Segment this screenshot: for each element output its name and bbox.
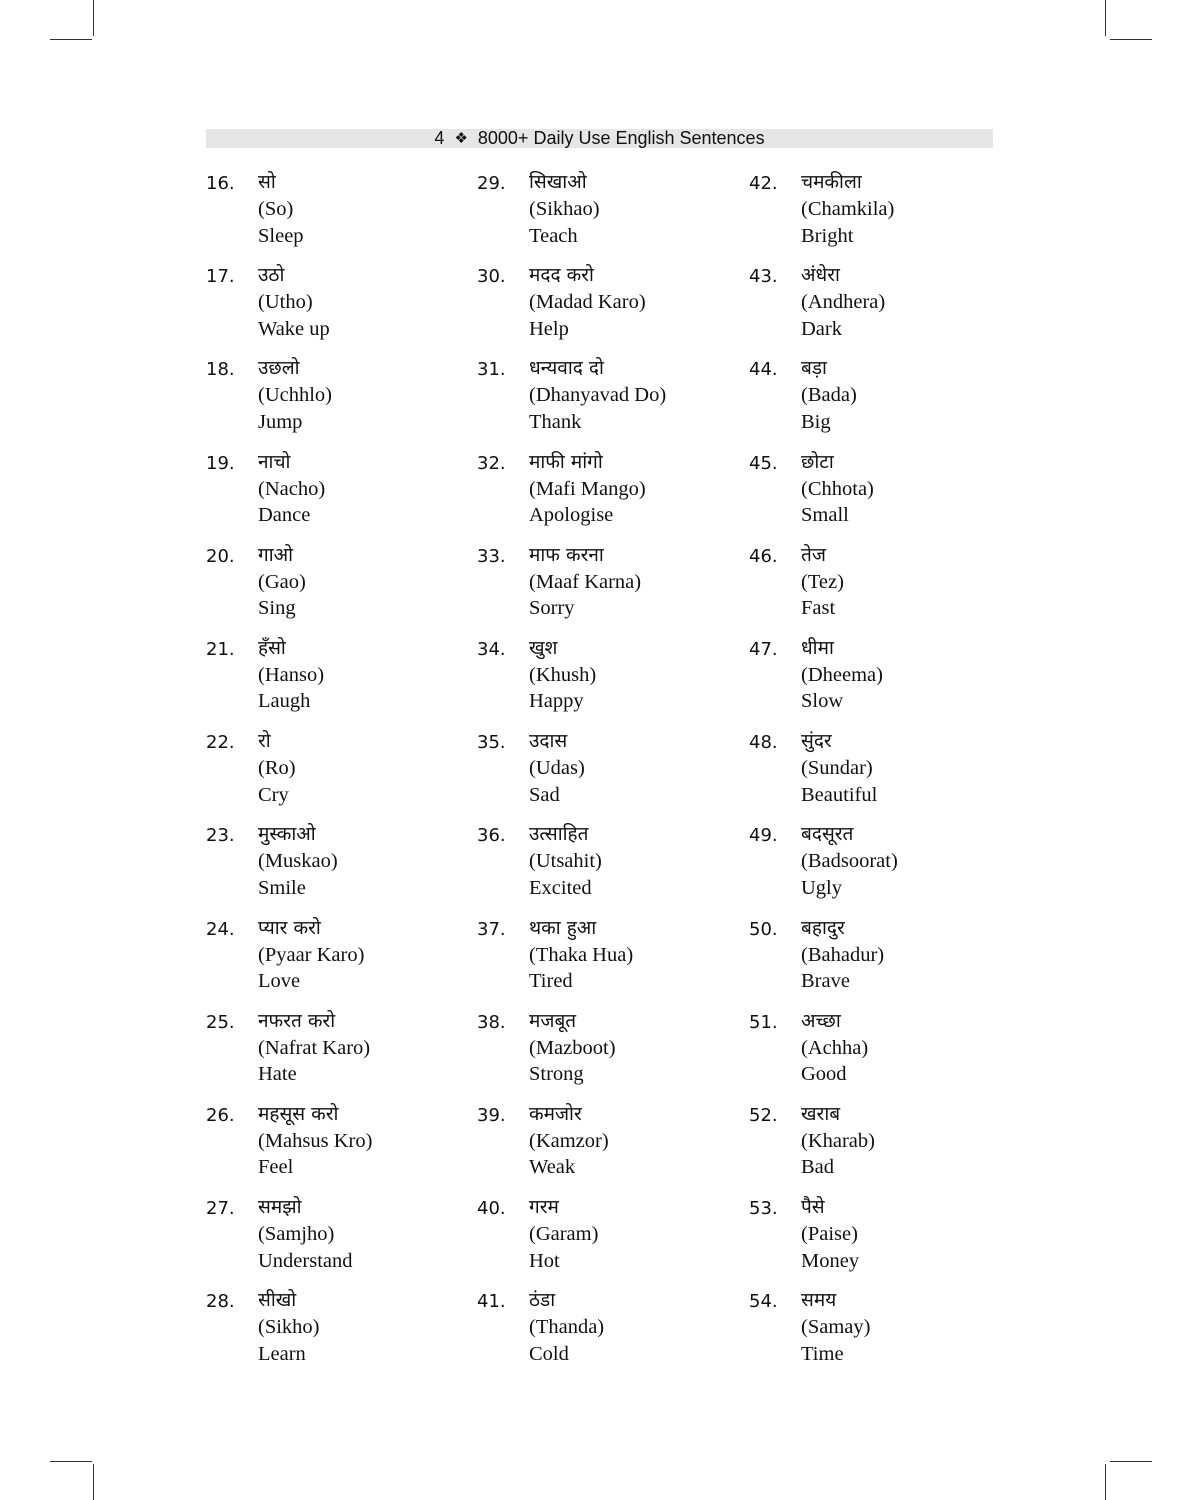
vocab-entry: [206, 1007, 470, 1100]
english-meaning: Bright: [801, 224, 854, 247]
transliteration: (Udas): [529, 757, 585, 780]
english-meaning: Happy: [529, 690, 584, 713]
hindi-word: समझो: [258, 1196, 302, 1219]
entry-number: 30.: [477, 266, 506, 288]
hindi-word: हँसो: [258, 636, 286, 659]
transliteration: (Ro): [258, 757, 296, 780]
vocab-entry: [477, 820, 741, 913]
vocab-entry: [477, 634, 741, 727]
vocab-entry: [206, 914, 470, 1007]
entry-number: 37.: [477, 918, 506, 940]
hindi-word: चमकीला: [801, 171, 862, 193]
entry-number: 48.: [749, 732, 778, 754]
english-meaning: Good: [801, 1063, 847, 1086]
hindi-word: माफ करना: [529, 543, 604, 566]
transliteration: (Sikhao): [529, 198, 600, 220]
hindi-word: समय: [801, 1289, 837, 1312]
vocab-entry: [477, 914, 741, 1007]
transliteration: (Maaf Karna): [529, 570, 642, 593]
english-meaning: Cold: [529, 1342, 569, 1365]
hindi-word: पैसे: [801, 1196, 825, 1219]
english-meaning: Sleep: [258, 224, 304, 247]
hindi-word: ठंडा: [529, 1289, 556, 1312]
transliteration: (Gao): [258, 570, 306, 593]
transliteration: (Bada): [801, 384, 857, 407]
hindi-word: महसूस करो: [258, 1102, 339, 1125]
transliteration: (Pyaar Karo): [258, 943, 365, 966]
transliteration: (Chhota): [801, 477, 874, 500]
crop-mark-top-right-v: [1105, 0, 1106, 36]
page-header: [206, 129, 993, 148]
hindi-word: माफी मांगो: [529, 450, 603, 473]
entry-number: 43.: [749, 266, 778, 288]
entry-number: 36.: [477, 825, 506, 847]
transliteration: (Tez): [801, 570, 844, 593]
hindi-word: उछलो: [258, 357, 300, 380]
english-meaning: Sorry: [529, 597, 575, 620]
entry-lines: [258, 1100, 372, 1181]
entry-lines: [258, 354, 332, 435]
hindi-word: मजबूत: [529, 1009, 577, 1032]
english-meaning: Learn: [258, 1342, 306, 1365]
transliteration: (Muskao): [258, 850, 338, 873]
english-meaning: Understand: [258, 1249, 353, 1272]
entry-number: 50.: [749, 918, 778, 940]
crop-mark-top-left-h: [50, 39, 92, 40]
hindi-word: खराब: [801, 1102, 841, 1125]
transliteration: (Mafi Mango): [529, 477, 646, 500]
vocab-entry: [477, 1193, 741, 1286]
transliteration: (Badsoorat): [801, 850, 898, 873]
english-meaning: Beautiful: [801, 783, 878, 806]
crop-mark-top-left-v: [93, 0, 94, 36]
entry-number: 47.: [749, 638, 778, 660]
vocab-entry: [477, 448, 741, 541]
english-meaning: Feel: [258, 1156, 294, 1179]
column-2: [477, 168, 741, 1379]
entry-lines: [801, 634, 883, 715]
hindi-word: सो: [258, 171, 276, 193]
english-meaning: Jump: [258, 410, 303, 433]
entry-number: 31.: [477, 359, 506, 381]
vocab-entry: [206, 354, 470, 447]
hindi-word: धन्यवाद दो: [529, 357, 604, 380]
entry-lines: [258, 634, 324, 715]
hindi-word: गाओ: [258, 543, 294, 566]
entry-number: 42.: [749, 173, 778, 194]
crop-mark-bottom-left-v: [93, 1464, 94, 1500]
english-meaning: Brave: [801, 970, 850, 992]
transliteration: (Thanda): [529, 1316, 605, 1339]
column-3: [749, 168, 1013, 1379]
english-meaning: Teach: [529, 224, 578, 247]
entry-lines: [529, 634, 596, 715]
entry-number: 18.: [206, 359, 235, 381]
hindi-word: सिखाओ: [529, 171, 587, 193]
vocab-entry: [477, 727, 741, 820]
vocab-entry: [749, 1100, 1013, 1193]
entry-lines: [801, 448, 874, 529]
vocab-entry: [749, 1193, 1013, 1286]
transliteration: (Achha): [801, 1036, 869, 1059]
hindi-word: अंधेरा: [801, 264, 840, 287]
transliteration: (Nafrat Karo): [258, 1036, 371, 1059]
entry-number: 27.: [206, 1198, 235, 1220]
entry-number: 16.: [206, 173, 235, 194]
entry-number: 32.: [477, 452, 506, 474]
transliteration: (So): [258, 198, 294, 220]
entry-lines: [529, 1286, 604, 1367]
entry-number: 46.: [749, 545, 778, 567]
hindi-word: बदसूरत: [801, 823, 854, 846]
english-meaning: Thank: [529, 410, 582, 433]
entry-number: 51.: [749, 1011, 778, 1033]
vocab-entry: [477, 1286, 741, 1379]
entry-lines: [801, 261, 885, 342]
separator-ornament: ❖: [454, 130, 468, 147]
entry-number: 53.: [749, 1198, 778, 1220]
entry-lines: [529, 1100, 609, 1181]
hindi-word: बड़ा: [801, 357, 827, 380]
vocab-entry: [206, 168, 470, 261]
hindi-word: उदास: [529, 730, 568, 753]
entry-number: 54.: [749, 1291, 778, 1313]
transliteration: (Sikho): [258, 1316, 320, 1339]
english-meaning: Laugh: [258, 690, 311, 713]
vocab-entry: [477, 354, 741, 447]
english-meaning: Smile: [258, 876, 306, 899]
entry-lines: [529, 1007, 616, 1088]
english-meaning: Fast: [801, 597, 836, 620]
transliteration: (Utsahit): [529, 850, 602, 873]
entry-lines: [258, 1193, 353, 1274]
hindi-word: छोटा: [801, 450, 834, 473]
entry-number: 45.: [749, 452, 778, 474]
entry-number: 34.: [477, 638, 506, 660]
transliteration: (Garam): [529, 1223, 599, 1246]
hindi-word: गरम: [529, 1196, 559, 1219]
english-meaning: Hate: [258, 1063, 297, 1086]
transliteration: (Samay): [801, 1316, 871, 1339]
transliteration: (Samjho): [258, 1223, 335, 1246]
entry-lines: [529, 1193, 598, 1274]
crop-mark-top-right-h: [1110, 39, 1152, 40]
english-meaning: Sad: [529, 783, 560, 806]
entry-number: 39.: [477, 1104, 506, 1126]
entry-lines: [529, 354, 666, 435]
entry-number: 22.: [206, 732, 235, 754]
transliteration: (Bahadur): [801, 943, 885, 966]
entry-lines: [801, 914, 884, 995]
entry-lines: [258, 448, 325, 529]
transliteration: (Mahsus Kro): [258, 1129, 373, 1152]
vocab-entry: [477, 541, 741, 634]
entry-lines: [801, 168, 894, 249]
transliteration: (Paise): [801, 1223, 858, 1246]
crop-mark-bottom-right-v: [1105, 1464, 1106, 1500]
english-meaning: Excited: [529, 876, 592, 899]
english-meaning: Strong: [529, 1063, 584, 1086]
vocab-entry: [206, 634, 470, 727]
hindi-word: अच्छा: [801, 1009, 841, 1032]
vocab-entry: [749, 541, 1013, 634]
english-meaning: Wake up: [258, 317, 330, 340]
vocab-entry: [749, 168, 1013, 261]
hindi-word: तेज: [801, 543, 826, 566]
vocab-entry: [477, 261, 741, 354]
english-meaning: Help: [529, 317, 569, 340]
english-meaning: Big: [801, 410, 831, 433]
hindi-word: खुश: [529, 636, 558, 659]
entry-lines: [801, 1286, 870, 1367]
entry-number: 21.: [206, 638, 235, 660]
entry-number: 19.: [206, 452, 235, 474]
vocab-entry: [749, 914, 1013, 1007]
entry-lines: [529, 914, 633, 995]
entry-number: 25.: [206, 1011, 235, 1033]
transliteration: (Uchhlo): [258, 384, 333, 407]
entry-lines: [529, 727, 585, 808]
entry-lines: [258, 261, 330, 342]
vocab-entry: [206, 541, 470, 634]
hindi-word: थका हुआ: [529, 916, 597, 939]
transliteration: (Thaka Hua): [529, 943, 634, 966]
vocab-entry: [749, 354, 1013, 447]
entry-lines: [258, 727, 296, 808]
transliteration: (Kamzor): [529, 1129, 609, 1152]
entry-lines: [801, 1007, 868, 1088]
english-meaning: Bad: [801, 1156, 835, 1179]
transliteration: (Kharab): [801, 1129, 875, 1152]
english-meaning: Time: [801, 1342, 844, 1365]
vocab-entry: [749, 261, 1013, 354]
entry-lines: [801, 541, 844, 622]
crop-mark-bottom-right-h: [1110, 1461, 1152, 1462]
entry-number: 33.: [477, 545, 506, 567]
hindi-word: उत्साहित: [529, 823, 589, 846]
entry-number: 49.: [749, 825, 778, 847]
vocab-entry: [206, 1193, 470, 1286]
vocab-entry: [749, 634, 1013, 727]
vocab-entry: [749, 1286, 1013, 1379]
column-1: [206, 168, 470, 1379]
transliteration: (Mazboot): [529, 1036, 616, 1059]
english-meaning: Hot: [529, 1249, 560, 1272]
transliteration: (Chamkila): [801, 198, 895, 220]
entry-number: 35.: [477, 732, 506, 754]
transliteration: (Utho): [258, 291, 313, 314]
entry-lines: [529, 448, 646, 529]
vocab-entry: [749, 448, 1013, 541]
english-meaning: Sing: [258, 597, 296, 620]
english-meaning: Money: [801, 1249, 860, 1272]
entry-number: 26.: [206, 1104, 235, 1126]
hindi-word: प्यार करो: [258, 916, 321, 939]
transliteration: (Andhera): [801, 291, 886, 314]
transliteration: (Hanso): [258, 663, 325, 686]
transliteration: (Khush): [529, 663, 597, 686]
vocab-entry: [477, 168, 741, 261]
entry-number: 23.: [206, 825, 235, 847]
entry-lines: [801, 820, 898, 901]
vocab-entry: [206, 448, 470, 541]
hindi-word: बहादुर: [801, 916, 845, 939]
entry-number: 28.: [206, 1291, 235, 1313]
english-meaning: Weak: [529, 1156, 576, 1179]
vocabulary-grid: [206, 168, 1000, 1378]
vocab-entry: [749, 1007, 1013, 1100]
book-title: 8000+ Daily Use English Sentences: [477, 128, 765, 148]
hindi-word: नाचो: [258, 450, 291, 473]
vocab-entry: [477, 1100, 741, 1193]
crop-mark-bottom-left-h: [50, 1461, 92, 1462]
vocab-entry: [206, 1286, 470, 1379]
vocab-entry: [749, 820, 1013, 913]
entry-number: 24.: [206, 918, 235, 940]
entry-lines: [258, 820, 338, 901]
english-meaning: Slow: [801, 690, 844, 713]
entry-number: 40.: [477, 1198, 506, 1220]
entry-number: 20.: [206, 545, 235, 567]
hindi-word: सुंदर: [801, 730, 832, 753]
vocab-entry: [206, 727, 470, 820]
english-meaning: Love: [258, 970, 301, 992]
english-meaning: Small: [801, 504, 849, 527]
transliteration: (Dhanyavad Do): [529, 384, 667, 407]
hindi-word: उठो: [258, 264, 285, 287]
vocab-entry: [749, 727, 1013, 820]
hindi-word: धीमा: [801, 636, 834, 659]
vocab-entry: [206, 1100, 470, 1193]
transliteration: (Nacho): [258, 477, 326, 500]
entry-lines: [258, 1007, 370, 1088]
transliteration: (Dheema): [801, 663, 883, 686]
english-meaning: Tired: [529, 970, 573, 992]
transliteration: (Madad Karo): [529, 291, 646, 314]
hindi-word: रो: [258, 730, 271, 753]
transliteration: (Sundar): [801, 757, 873, 780]
entry-lines: [258, 1286, 320, 1367]
entry-lines: [258, 914, 364, 995]
entry-lines: [258, 168, 304, 249]
entry-number: 44.: [749, 359, 778, 381]
entry-lines: [529, 820, 602, 901]
entry-lines: [801, 1193, 859, 1274]
entry-lines: [529, 261, 646, 342]
vocab-entry: [477, 1007, 741, 1100]
entry-lines: [529, 168, 600, 249]
english-meaning: Dance: [258, 504, 311, 527]
english-meaning: Ugly: [801, 876, 842, 899]
entry-number: 38.: [477, 1011, 506, 1033]
entry-number: 52.: [749, 1104, 778, 1126]
english-meaning: Cry: [258, 783, 289, 806]
entry-lines: [801, 1100, 875, 1181]
hindi-word: सीखो: [258, 1289, 297, 1312]
entry-number: 29.: [477, 173, 506, 194]
entry-number: 17.: [206, 266, 235, 288]
vocab-entry: [206, 261, 470, 354]
entry-lines: [258, 541, 306, 622]
vocab-entry: [206, 820, 470, 913]
hindi-word: मदद करो: [529, 264, 594, 287]
entry-lines: [529, 541, 641, 622]
hindi-word: कमजोर: [529, 1102, 582, 1125]
hindi-word: मुस्काओ: [258, 823, 316, 846]
page-number: 4: [434, 128, 445, 148]
hindi-word: नफरत करो: [258, 1009, 336, 1032]
english-meaning: Apologise: [529, 504, 614, 527]
english-meaning: Dark: [801, 317, 842, 340]
entry-lines: [801, 354, 857, 435]
entry-lines: [801, 727, 877, 808]
entry-number: 41.: [477, 1291, 506, 1313]
